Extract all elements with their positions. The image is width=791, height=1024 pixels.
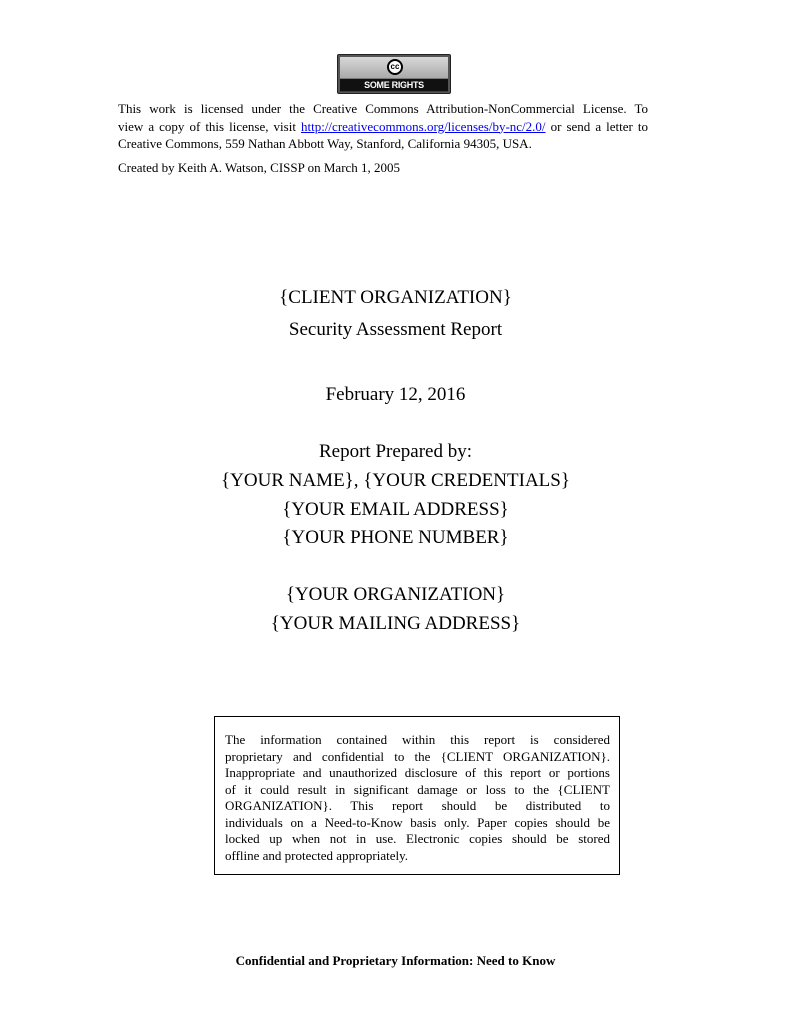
notice-line: ORGANIZATION}. This report should be distributed to <box>225 798 610 813</box>
license-text: view a copy of this license, visit <box>118 118 301 134</box>
preparer-email: {YOUR EMAIL ADDRESS} <box>282 499 509 520</box>
notice-line: locked up when not in use. Electronic copies should be stored <box>225 831 610 846</box>
prepared-by-label: Report Prepared by: <box>318 441 472 462</box>
notice-line: proprietary and confidential to the {CLIENT ORGANIZATION}. <box>225 748 610 764</box>
notice-line: offline and protected appropriately. <box>225 847 409 863</box>
preparer-phone: {YOUR PHONE NUMBER} <box>282 527 509 548</box>
license-link[interactable]: http://creativecommons.org/licenses/by-nc/2.0/ <box>300 118 546 134</box>
confidentiality-notice-box <box>214 716 620 875</box>
report-title: Security Assessment Report <box>288 319 503 340</box>
notice-line: of it could result in significant damage or loss to the {CLIENT <box>225 781 610 797</box>
created-by: Created by Keith A. Watson, CISSP on March 1, 2005 <box>118 160 401 175</box>
creative-commons-logo <box>337 54 451 103</box>
preparer-address: {YOUR MAILING ADDRESS} <box>270 613 521 634</box>
footer-confidentiality: Confidential and Proprietary Information: Need to Know <box>235 953 556 968</box>
report-date: February 12, 2016 <box>325 384 466 405</box>
preparer-organization: {YOUR ORGANIZATION} <box>285 584 506 605</box>
cc-icon: cc <box>387 59 403 75</box>
license-line: Creative Commons, 559 Nathan Abbott Way, Stanford, California 94305, USA. <box>118 136 532 151</box>
license-paragraph <box>118 100 648 153</box>
client-organization-title: {CLIENT ORGANIZATION} <box>279 287 512 308</box>
notice-line: individuals on a Need-to-Know basis only. Paper copies should be <box>225 814 610 830</box>
license-text: or send a letter to <box>545 118 648 134</box>
notice-line: The information contained within this report is considered <box>225 732 610 747</box>
logo-text: SOME RIGHTS RESERVED <box>340 79 448 92</box>
license-line: This work is licensed under the Creative Commons Attribution-NonCommercial License. To <box>118 101 648 116</box>
preparer-name: {YOUR NAME}, {YOUR CREDENTIALS} <box>221 470 570 491</box>
notice-line: Inappropriate and unauthorized disclosure of this report or portions <box>225 765 610 780</box>
